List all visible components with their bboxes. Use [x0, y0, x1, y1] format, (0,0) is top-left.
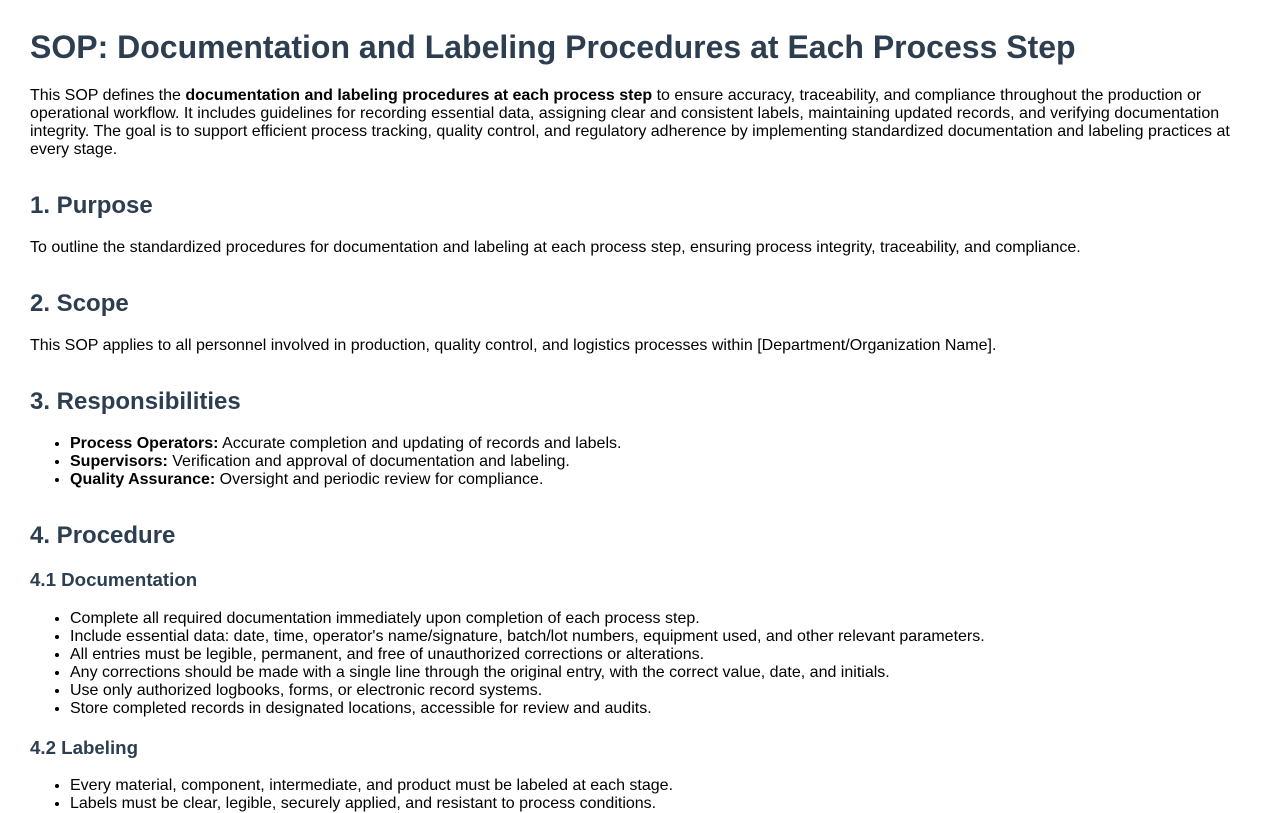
responsibilities-list [30, 435, 621, 489]
list-item: • Use only authorized logbooks, forms, or electronic record systems. [70, 682, 985, 700]
responsibilities-heading: 3. Responsibilities [30, 388, 241, 415]
intro-paragraph [30, 87, 1234, 159]
labeling-heading: 4.2 Labeling [30, 737, 139, 758]
list-item: • Labels must be clear, legible, securely applied, and resistant to process conditions. [70, 795, 673, 813]
list-item: • Store completed records in designated locations, accessible for review and audits. [70, 700, 985, 718]
documentation-list [30, 610, 985, 718]
list-item [70, 435, 621, 453]
labeling-list [30, 777, 673, 813]
list-item: • Any corrections should be made with a single line through the original entry, with the correct value, date, and initials. [70, 664, 985, 682]
purpose-heading: 1. Purpose [30, 192, 153, 219]
intro-text-start: This SOP defines the [30, 87, 186, 104]
role-label: Supervisors: [70, 453, 168, 470]
procedure-heading: 4. Procedure [30, 522, 176, 549]
role-label: Process Operators: [70, 435, 219, 452]
scope-heading: 2. Scope [30, 290, 129, 317]
role-description: Oversight and periodic review for compliance. [215, 471, 544, 488]
intro-emphasis: documentation and labeling procedures at each process step [185, 87, 653, 104]
intro-text-end: to ensure accuracy, traceability, and compliance throughout the production or operational workflow. It includes guidelines for recording essential data, assigning clear and consistent labels, maintaining updated records, and verifying documentation integrity. The goal is to support efficient process tracking, quality control, and regulatory adherence by implementing standardized documentation and labeling practices at every stage. [30, 87, 1230, 158]
list-item: • Every material, component, intermediate, and product must be labeled at each stage. [70, 777, 673, 795]
role-description: Verification and approval of documentation and labeling. [167, 453, 570, 470]
scope-text: This SOP applies to all personnel involved in production, quality control, and logistics processes within [Department/Organization Name]. [30, 337, 997, 354]
list-item: • Include essential data: date, time, operator's name/signature, batch/lot numbers, equipment used, and other relevant parameters. [70, 628, 985, 646]
list-item: • All entries must be legible, permanent, and free of unauthorized corrections or alterations. [70, 646, 985, 664]
list-item [70, 471, 621, 489]
purpose-text: To outline the standardized procedures for documentation and labeling at each process step, ensuring process integrity, traceability, and compliance. [30, 239, 1081, 256]
list-item: • Complete all required documentation immediately upon completion of each process step. [70, 610, 985, 628]
page-title: SOP: Documentation and Labeling Procedures at Each Process Step [30, 29, 1076, 65]
role-description: Accurate completion and updating of records and labels. [218, 435, 622, 452]
role-label: Quality Assurance: [70, 471, 216, 488]
documentation-heading: 4.1 Documentation [30, 569, 198, 590]
list-item [70, 453, 621, 471]
